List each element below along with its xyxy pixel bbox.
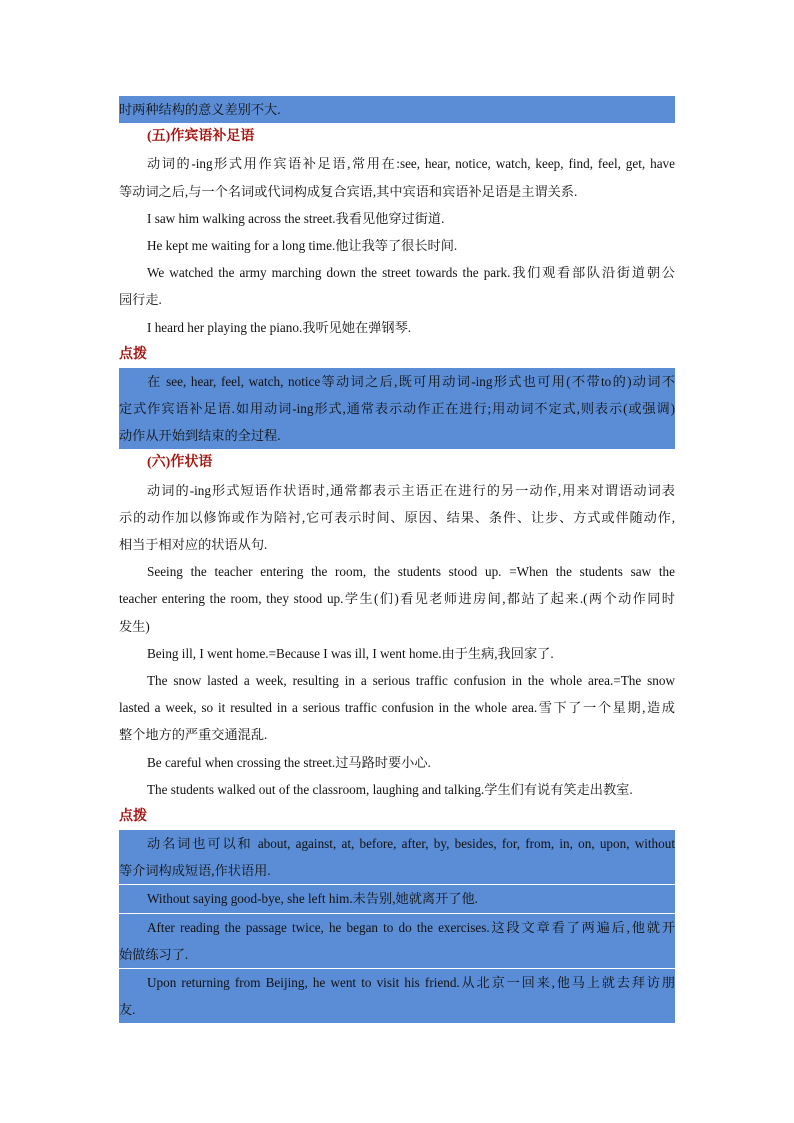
section5-example-3-line-2: 园行走. xyxy=(119,292,162,308)
section6-example-5: The students walked out of the classroom, laughing and talking.学生们有说有笑走出教室. xyxy=(147,781,633,797)
tip2-line-5: 始做练习了. xyxy=(119,941,675,968)
tip2-line-4: After reading the passage twice, he began to do the exercises.这段文章看了两遍后,他就开 xyxy=(119,913,675,941)
section6-example-1-line-1: Seeing the teacher entering the room, the students stood up. =When the students saw the xyxy=(147,564,675,580)
tip2-line-3: Without saying good-bye, she left him.未告别,她就离开了他. xyxy=(119,884,675,912)
section6-example-4: Be careful when crossing the street.过马路时要小心. xyxy=(147,754,431,770)
section5-intro-line-1: 动词的-ing形式用作宾语补足语,常用在:see, hear, notice, watch, keep, find, feel, get, have xyxy=(147,156,675,172)
tip2-line-1: 动名词也可以和 about, against, at, before, after, by, besides, for, from, in, on, upon, without xyxy=(119,830,675,857)
section6-example-1-line-2: teacher entering the room, they stood up.学生(们)看见老师进房间,都站了起来.(两个动作同时 xyxy=(119,591,675,607)
section6-intro-line-1: 动词的-ing形式短语作状语时,通常都表示主语正在进行的另一动作,用来对谓语动词表 xyxy=(147,482,675,498)
tip1-line-2: 定式作宾语补足语.如用动词-ing形式,通常表示动作正在进行;用动词不定式,则表示(或强调) xyxy=(119,395,675,422)
section5-example-1: I saw him walking across the street.我看见他穿过街道. xyxy=(147,210,445,226)
tip-label-1: 点拨 xyxy=(119,346,147,362)
section6-example-1-line-3: 发生) xyxy=(119,618,150,634)
section6-example-3-line-2: lasted a week, so it resulted in a serious traffic confusion in the whole area.雪下了一个星期,造成 xyxy=(119,700,675,716)
top-line: 时两种结构的意义差别不大. xyxy=(119,96,675,123)
section5-example-4: I heard her playing the piano.我听见她在弹钢琴. xyxy=(147,319,412,335)
tip1-line-3: 动作从开始到结束的全过程. xyxy=(119,422,675,449)
tip2-line-7: 友. xyxy=(119,996,675,1023)
tip-box-1 xyxy=(119,368,675,450)
section6-example-2: Being ill, I went home.=Because I was ill, I went home.由于生病,我回家了. xyxy=(147,645,554,661)
section6-intro-line-3: 相当于相对应的状语从句. xyxy=(119,537,268,552)
tip1-line-1: 在 see, hear, feel, watch, notice等动词之后,既可用动词-ing形式也可用(不带to的)动词不 xyxy=(119,368,675,395)
section5-example-3-line-1: We watched the army marching down the street towards the park.我们观看部队沿街道朝公 xyxy=(147,265,675,281)
tip-label-2: 点拨 xyxy=(119,808,147,824)
tip-box-2 xyxy=(119,830,675,1023)
section6-intro-line-2: 示的动作加以修饰或作为陪衬,它可表示时间、原因、结果、条件、让步、方式或伴随动作, xyxy=(119,509,675,525)
section6-example-3-line-3: 整个地方的严重交通混乱. xyxy=(119,727,268,743)
document-page xyxy=(119,96,675,1023)
tip2-line-6: Upon returning from Beijing, he went to visit his friend.从北京一回来,他马上就去拜访朋 xyxy=(119,968,675,996)
section-heading-5: (五)作宾语补足语 xyxy=(147,129,255,145)
tip2-line-2: 等介词构成短语,作状语用. xyxy=(119,857,675,884)
section-heading-6: (六)作状语 xyxy=(147,455,213,471)
section5-intro-line-2: 等动词之后,与一个名词或代词构成复合宾语,其中宾语和宾语补足语是主谓关系. xyxy=(119,183,578,199)
section6-example-3-line-1: The snow lasted a week, resulting in a serious traffic confusion in the whole area.=The snow xyxy=(147,672,675,688)
section5-example-2: He kept me waiting for a long time.他让我等了很长时间. xyxy=(147,237,458,253)
